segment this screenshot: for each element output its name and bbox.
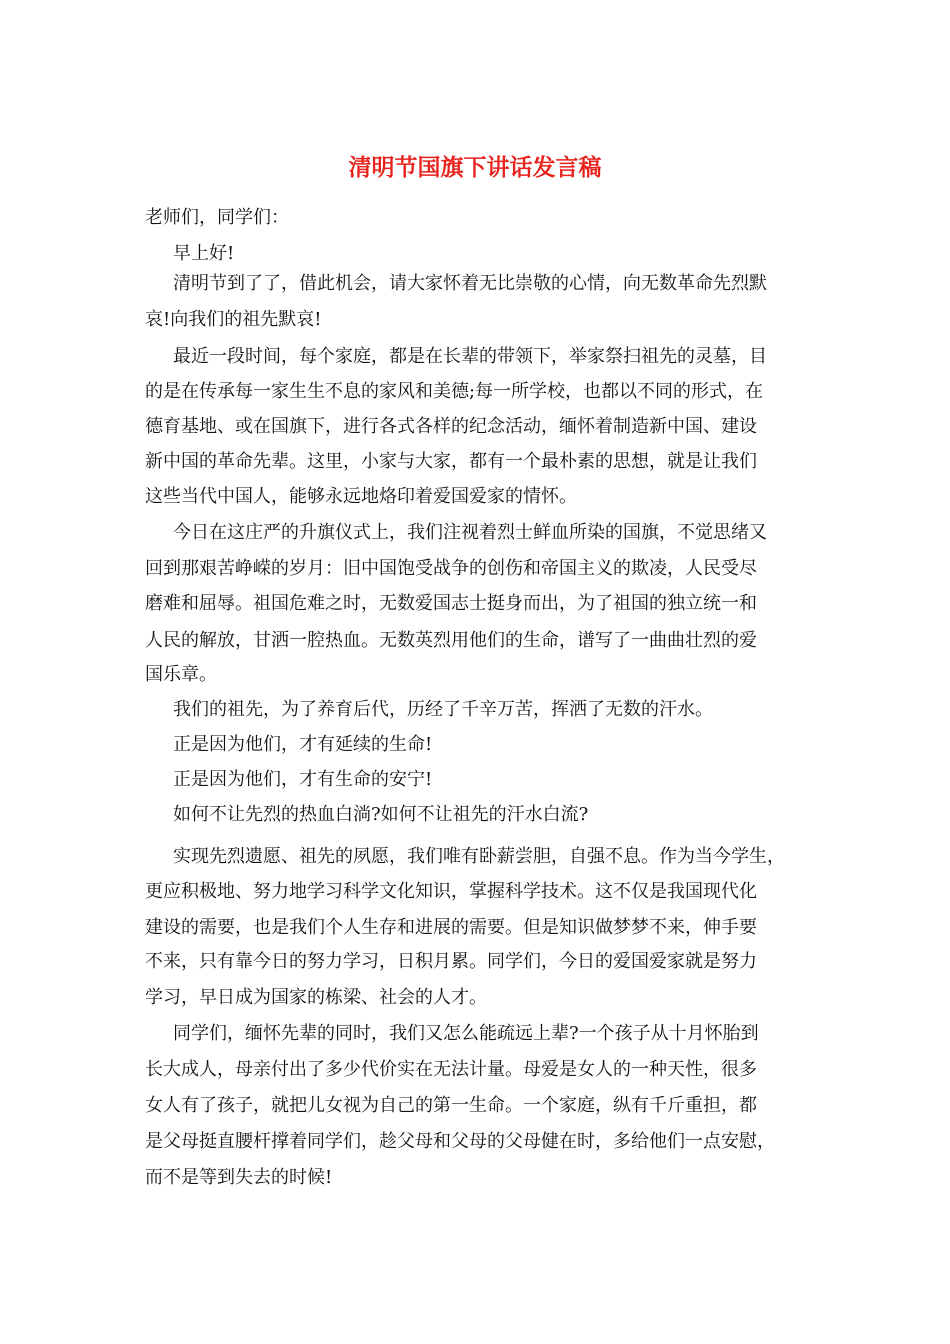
text-line: [0, 269, 950, 299]
text-line-content: 更应积极地、努力地学习科学文化知识，掌握科学技术。这不仅是我国现代化: [145, 881, 757, 902]
text-line: [0, 730, 950, 760]
text-line: [0, 695, 950, 725]
text-line-content: 早上好!: [173, 243, 235, 264]
text-line-content: 我们的祖先，为了养育后代，历经了千辛万苦，挥洒了无数的汗水。: [173, 699, 713, 720]
text-line-content: 这些当代中国人，能够永远地烙印着爱国爱家的情怀。: [145, 486, 577, 507]
text-line: [0, 482, 950, 512]
text-line: [0, 239, 950, 269]
text-line-content: 长大成人，母亲付出了多少代价实在无法计量。母爱是女人的一种天性，很多: [145, 1059, 757, 1080]
text-line: [0, 342, 950, 372]
text-line: [0, 447, 950, 477]
text-line: [0, 842, 950, 872]
text-line-content: 不来，只有靠今日的努力学习，日积月累。同学们，今日的爱国爱家就是努力: [145, 951, 757, 972]
text-line-content: 学习，早日成为国家的栋梁、社会的人才。: [145, 987, 487, 1008]
text-line: [0, 518, 950, 548]
text-line: [0, 377, 950, 407]
text-line-content: 清明节到了了，借此机会，请大家怀着无比崇敬的心情，向无数革命先烈默: [173, 273, 767, 294]
text-line-content: 最近一段时间，每个家庭，都是在长辈的带领下，举家祭扫祖先的灵墓，目: [173, 346, 767, 367]
text-line-content: 国乐章。: [145, 664, 217, 685]
text-line-content: 如何不让先烈的热血白淌?如何不让祖先的汗水白流?: [173, 804, 589, 825]
text-line: [0, 412, 950, 442]
text-line-content: 老师们，同学们：: [145, 207, 289, 228]
text-line: [0, 660, 950, 690]
text-line: [0, 983, 950, 1013]
text-line: [0, 913, 950, 943]
text-line-content: 正是因为他们，才有延续的生命!: [173, 734, 433, 755]
text-line-content: 是父母挺直腰杆撑着同学们，趁父母和父母的父母健在时，多给他们一点安慰，: [145, 1131, 775, 1152]
text-line-content: 磨难和屈辱。祖国危难之时，无数爱国志士挺身而出，为了祖国的独立统一和: [145, 593, 757, 614]
text-line-content: 同学们，缅怀先辈的同时，我们又怎么能疏远上辈?一个孩子从十月怀胎到: [173, 1023, 759, 1044]
text-line: [0, 1163, 950, 1193]
text-line: [0, 877, 950, 907]
text-line-content: 哀!向我们的祖先默哀!: [145, 309, 322, 330]
text-line-content: 的是在传承每一家生生不息的家风和美德;每一所学校，也都以不同的形式，在: [145, 381, 764, 402]
text-line-content: 正是因为他们，才有生命的安宁!: [173, 769, 433, 790]
text-line: [0, 765, 950, 795]
text-line-content: 女人有了孩子，就把儿女视为自己的第一生命。一个家庭，纵有千斤重担，都: [145, 1095, 757, 1116]
text-line: [0, 1055, 950, 1085]
text-line-content: 人民的解放，甘洒一腔热血。无数英烈用他们的生命，谱写了一曲曲壮烈的爱: [145, 630, 757, 651]
text-line-content: 回到那艰苦峥嵘的岁月：旧中国饱受战争的创伤和帝国主义的欺凌，人民受尽: [145, 558, 757, 579]
text-line: [0, 554, 950, 584]
text-line: [0, 1091, 950, 1121]
text-line: [0, 947, 950, 977]
text-line-content: 实现先烈遗愿、祖先的夙愿，我们唯有卧薪尝胆，自强不息。作为当今学生，: [173, 846, 785, 867]
text-line-content: 今日在这庄严的升旗仪式上，我们注视着烈士鲜血所染的国旗，不觉思绪又: [173, 522, 767, 543]
text-line: [0, 305, 950, 335]
text-line-content: 德育基地、或在国旗下，进行各式各样的纪念活动，缅怀着制造新中国、建设: [145, 416, 757, 437]
text-line-content: 新中国的革命先辈。这里，小家与大家，都有一个最朴素的思想，就是让我们: [145, 451, 757, 472]
text-line-content: 而不是等到失去的时候!: [145, 1167, 333, 1188]
text-line: [0, 626, 950, 656]
text-line: [0, 203, 950, 233]
document-title: 清明节国旗下讲话发言稿: [348, 154, 602, 181]
text-line: [0, 589, 950, 619]
text-line: [0, 1019, 950, 1049]
text-line: [0, 800, 950, 830]
text-line: [0, 1127, 950, 1157]
text-line-content: 建设的需要，也是我们个人生存和进展的需要。但是知识做梦梦不来，伸手要: [145, 917, 757, 938]
